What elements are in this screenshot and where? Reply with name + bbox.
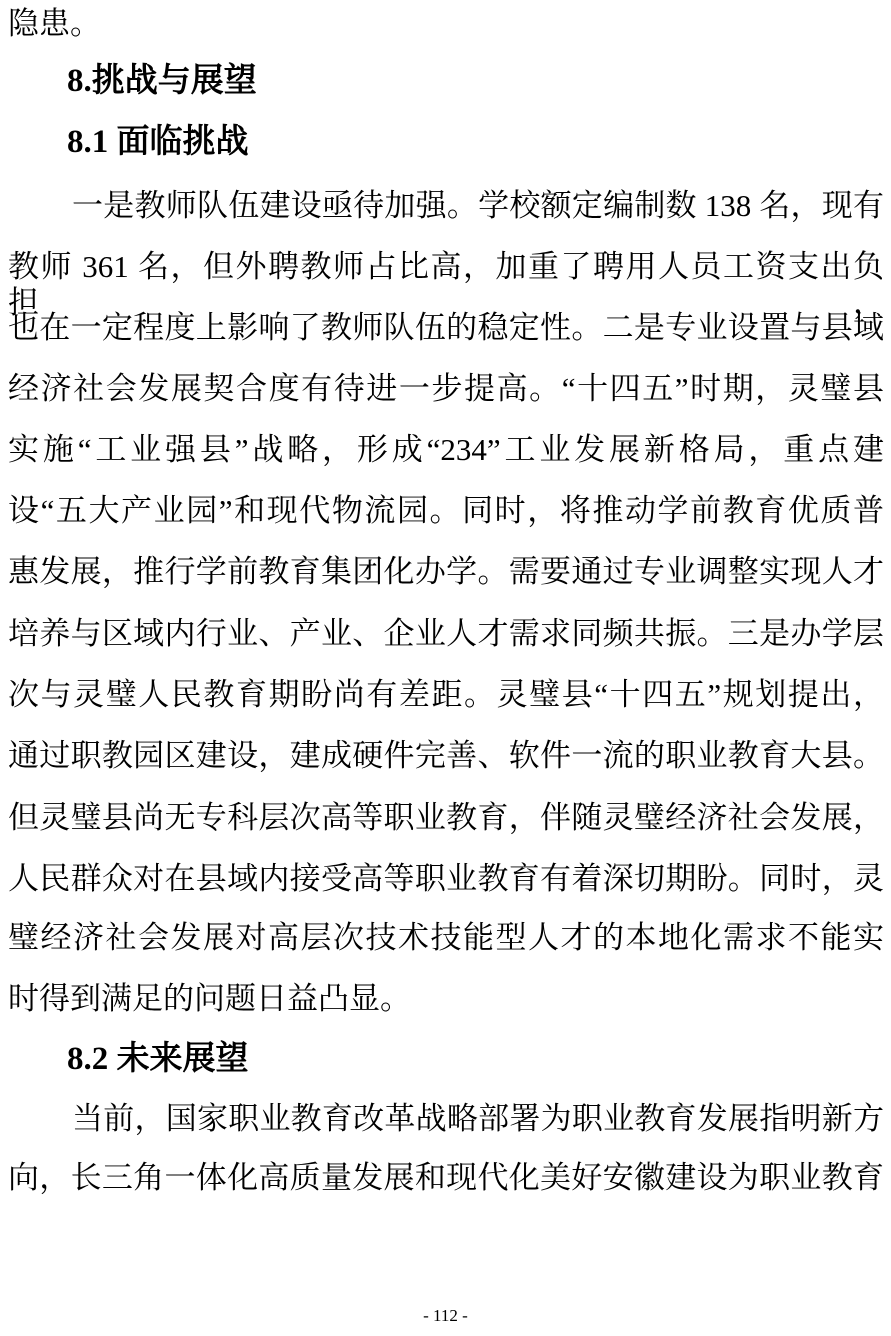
- page-number: - 112 -: [423, 1306, 468, 1325]
- paragraph-continuation-line: 隐患。: [8, 6, 101, 41]
- body-text-line: 教师 361 名，但外聘教师占比高，加重了聘用人员工资支出负担，: [8, 249, 884, 320]
- section-heading-8-2: 8.2 未来展望: [67, 1041, 249, 1077]
- body-text-line: 人民群众对在县域内接受高等职业教育有着深切期盼。同时，灵: [8, 861, 884, 896]
- body-text-line: 当前，国家职业教育改革战略部署为职业教育发展指明新方: [72, 1101, 884, 1136]
- section-heading-8: 8.挑战与展望: [67, 63, 257, 99]
- body-text-line: 经济社会发展契合度有待进一步提高。“十四五”时期，灵璧县: [8, 371, 884, 406]
- body-text-line: 也在一定程度上影响了教师队伍的稳定性。二是专业设置与县域: [8, 310, 884, 345]
- body-text-line: 但灵璧县尚无专科层次高等职业教育，伴随灵璧经济社会发展，: [8, 800, 884, 835]
- body-text-line: 时得到满足的问题日益凸显。: [8, 981, 411, 1016]
- body-text-line: 培养与区域内行业、产业、企业人才需求同频共振。三是办学层: [8, 616, 884, 651]
- section-heading-8-1: 8.1 面临挑战: [67, 124, 249, 160]
- body-text-line: 通过职教园区建设，建成硬件完善、软件一流的职业教育大县。: [8, 738, 884, 773]
- body-text-line: 次与灵璧人民教育期盼尚有差距。灵璧县“十四五”规划提出，: [8, 677, 884, 712]
- body-text-line: 实施“工业强县”战略，形成“234”工业发展新格局，重点建: [8, 432, 884, 467]
- body-text-line: 璧经济社会发展对高层次技术技能型人才的本地化需求不能实: [8, 920, 884, 955]
- body-text-line: 向，长三角一体化高质量发展和现代化美好安徽建设为职业教育: [8, 1160, 884, 1195]
- body-text-line: 惠发展，推行学前教育集团化办学。需要通过专业调整实现人才: [8, 554, 884, 589]
- body-text-line: 一是教师队伍建设亟待加强。学校额定编制数 138 名，现有: [72, 188, 884, 223]
- body-text-line: 设“五大产业园”和现代物流园。同时，将推动学前教育优质普: [8, 493, 884, 528]
